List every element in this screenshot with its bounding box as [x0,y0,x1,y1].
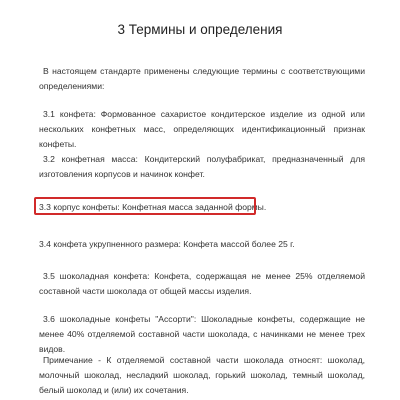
definition-3-1: 3.1 конфета: Формованное сахаристое кондитерское изделие из одной или нескольких конфетных масс, определяющих идентификационный признак конфеты. [39,109,365,149]
section-title: 3 Термины и определения [117,22,283,37]
definition-3-5: 3.5 шоколадная конфета: Конфета, содержащая не менее 25% отделяемой составной части шоколада от общей массы изделия. [39,271,365,296]
definition-3-6: 3.6 шоколадные конфеты "Ассорти": Шоколадные конфеты, содержащие не менее 40% отделяемой составной части шоколада, с начинками не менее трех видов. [39,314,365,354]
definition-3-3: 3.3 корпус конфеты: Конфетная масса заданной формы. [39,202,267,212]
intro-paragraph: В настоящем стандарте применены следующие термины с соответствующими определениями: [39,66,365,91]
highlight-box [34,197,256,215]
note-paragraph: Примечание - К отделяемой составной части шоколада относят: шоколад, молочный шоколад, несладкий шоколад, горький шоколад, темный шоколад, белый шоколад и (или) их сочетания. [39,355,365,395]
definition-3-2: 3.2 конфетная масса: Кондитерский полуфабрикат, предназначенный для изготовления корпусов и начинок конфет. [39,154,365,179]
definition-3-4: 3.4 конфета укрупненного размера: Конфета массой более 25 г. [39,239,295,249]
